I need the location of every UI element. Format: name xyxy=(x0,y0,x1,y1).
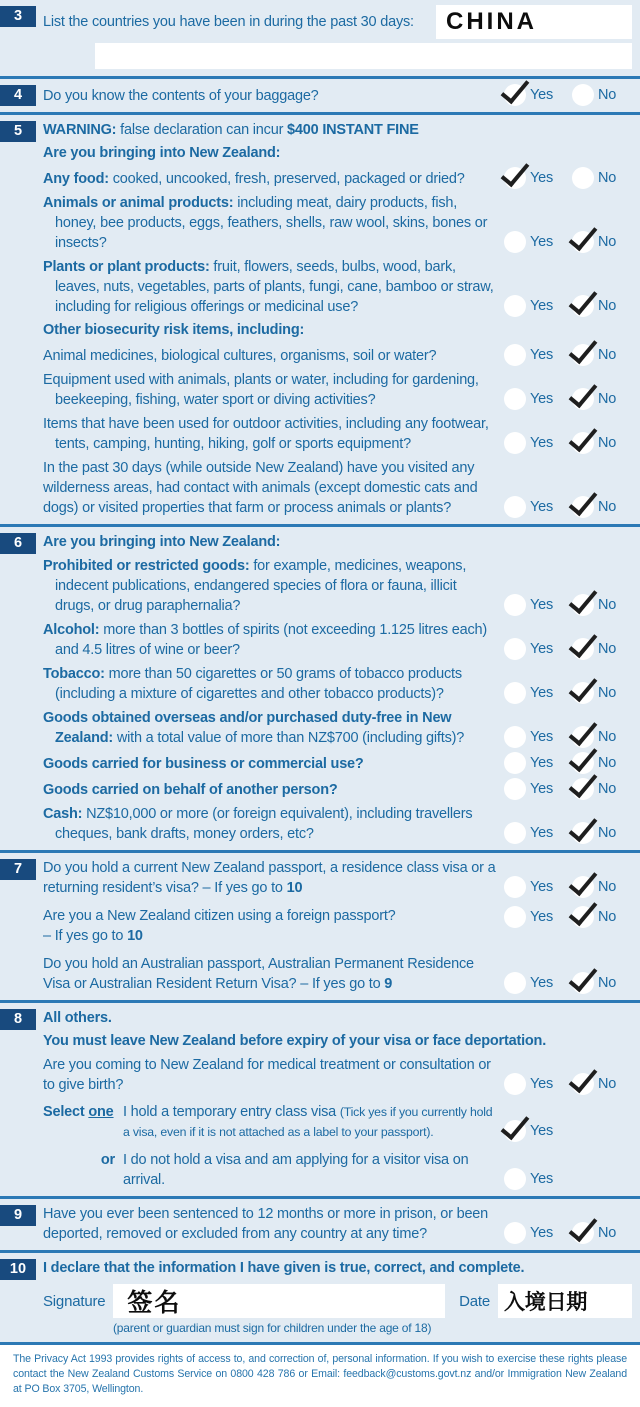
no-option[interactable] xyxy=(572,344,630,366)
yes-label: Yes xyxy=(530,879,554,895)
question-text: Have you ever been sentenced to 12 months or more in prison, or been deported, removed or excluded from any country at any time? xyxy=(43,1206,489,1242)
yes-option[interactable] xyxy=(504,1168,562,1190)
checkbox-yes[interactable] xyxy=(504,638,526,660)
yes-label: Yes xyxy=(530,391,554,407)
section-number-badge: 4 xyxy=(0,85,36,106)
yes-no-answer xyxy=(504,594,632,616)
question-text: Any food: cooked, uncooked, fresh, preserved, packaged or dried? xyxy=(43,171,465,187)
question-text: Select one I hold a temporary entry class visa (Tick yes if you currently hold a visa, even if it is not attached as a label to your passport). xyxy=(43,1102,504,1142)
yes-label: Yes xyxy=(530,435,554,451)
checkbox-no[interactable] xyxy=(572,778,594,800)
yes-option[interactable] xyxy=(504,594,562,616)
question-text: Do you hold a current New Zealand passport, a residence class visa or a returning resident’s visa? – If yes go to 10 xyxy=(43,860,496,896)
question-text: Goods carried on behalf of another person? xyxy=(43,782,338,798)
privacy-footer: The Privacy Act 1993 provides rights of access to, and correction of, personal information. If you wish to exercise these rights please contact the New Zealand Customs Service on 0800 428 786 or Email: feedback@customs.govt.nz and/or Immigration New Zealand at PO Box 3705, Wellington. xyxy=(0,1342,640,1407)
no-option[interactable] xyxy=(572,822,630,844)
no-option[interactable] xyxy=(572,752,630,774)
yes-no-answer xyxy=(504,388,632,410)
question-item xyxy=(43,752,632,774)
no-option[interactable] xyxy=(572,778,630,800)
yes-no-answer xyxy=(504,496,632,518)
no-label: No xyxy=(598,975,617,991)
checkbox-no[interactable] xyxy=(572,638,594,660)
checkbox-yes[interactable] xyxy=(504,388,526,410)
question-text: In the past 30 days (while outside New Zealand) have you visited any wilderness areas, had contact with animals (except domestic cats and dogs) or visited properties that farm or process animals or plants? xyxy=(43,460,478,516)
yes-no-answer xyxy=(504,167,632,189)
question-text: Are you coming to New Zealand for medical treatment or consultation or to give birth? xyxy=(43,1057,491,1093)
checkbox-no[interactable] xyxy=(572,167,594,189)
question-text: Cash: NZ$10,000 or more (or foreign equivalent), including travellers cheques, bank drafts, money orders, etc? xyxy=(43,806,473,842)
question-item xyxy=(43,708,632,748)
yes-no-answer xyxy=(504,726,632,748)
no-option[interactable] xyxy=(572,496,630,518)
signature-input[interactable]: 签名 xyxy=(113,1284,445,1318)
yes-no-answer xyxy=(504,1073,632,1095)
no-label: No xyxy=(598,685,617,701)
question-item xyxy=(43,1150,632,1190)
no-option[interactable] xyxy=(572,972,630,994)
yes-label: Yes xyxy=(530,1171,554,1187)
no-label: No xyxy=(598,879,617,895)
checkbox-yes[interactable] xyxy=(504,344,526,366)
no-label: No xyxy=(598,909,617,925)
yes-option[interactable] xyxy=(504,972,562,994)
yes-option[interactable] xyxy=(504,1120,562,1142)
checkbox-no[interactable] xyxy=(572,594,594,616)
checkbox-yes[interactable] xyxy=(504,432,526,454)
yes-no-answer xyxy=(504,778,632,800)
yes-no-answer xyxy=(504,638,632,660)
question-item xyxy=(43,620,632,660)
countries-question-text: List the countries you have been in during the past 30 days: xyxy=(43,13,414,30)
yes-option[interactable] xyxy=(504,496,562,518)
date-label: Date xyxy=(459,1292,490,1310)
checkbox-yes[interactable] xyxy=(504,1222,526,1244)
yes-option[interactable] xyxy=(504,1222,562,1244)
yes-label: Yes xyxy=(530,234,554,250)
checkbox-yes[interactable] xyxy=(504,1073,526,1095)
checkbox-no[interactable] xyxy=(572,876,594,898)
checkbox-yes[interactable] xyxy=(504,822,526,844)
section-heading: Are you bringing into New Zealand: xyxy=(43,534,281,550)
checkbox-no[interactable] xyxy=(572,84,594,106)
section-number-badge: 10 xyxy=(0,1259,36,1280)
yes-no-answer xyxy=(504,972,632,994)
no-label: No xyxy=(598,435,617,451)
yes-label: Yes xyxy=(530,1225,554,1241)
no-label: No xyxy=(598,234,617,250)
no-label: No xyxy=(598,298,617,314)
date-input[interactable]: 入境日期 xyxy=(498,1284,632,1318)
yes-label: Yes xyxy=(530,87,554,103)
countries-input-extra[interactable] xyxy=(95,43,632,69)
question-item xyxy=(43,458,632,518)
question-item xyxy=(43,778,632,800)
checkbox-no[interactable] xyxy=(572,388,594,410)
question-text: Are you a New Zealand citizen using a foreign passport? – If yes go to 10 xyxy=(43,908,396,944)
question-text: Tobacco: more than 50 cigarettes or 50 grams of tobacco products (including a mixture of cigarettes and other tobacco products)? xyxy=(43,666,462,702)
checkbox-yes[interactable] xyxy=(504,906,526,928)
question-item xyxy=(43,1055,632,1095)
countries-input[interactable]: CHINA xyxy=(436,5,632,39)
signature-label: Signature xyxy=(43,1292,106,1310)
yes-option[interactable] xyxy=(504,906,562,928)
yes-option[interactable] xyxy=(504,876,562,898)
section-number-badge: 9 xyxy=(0,1205,36,1226)
question-item xyxy=(43,370,632,410)
checkbox-yes[interactable] xyxy=(504,778,526,800)
yes-label: Yes xyxy=(530,729,554,745)
yes-label: Yes xyxy=(530,755,554,771)
checkbox-yes[interactable] xyxy=(504,1120,526,1142)
yes-option[interactable] xyxy=(504,726,562,748)
select-one-label: Select one xyxy=(43,1104,114,1120)
no-label: No xyxy=(598,391,617,407)
checkbox-yes[interactable] xyxy=(504,1168,526,1190)
no-option[interactable] xyxy=(572,295,630,317)
question-text: Items that have been used for outdoor activities, including any footwear, tents, camping, hunting, hiking, golf or sports equipment? xyxy=(43,416,489,452)
question-item xyxy=(43,664,632,704)
question-text: Do you know the contents of your baggage? xyxy=(43,88,319,104)
section-number-badge: 5 xyxy=(0,121,36,142)
checkbox-no[interactable] xyxy=(572,496,594,518)
no-option[interactable] xyxy=(572,84,630,106)
checkbox-no[interactable] xyxy=(572,295,594,317)
declaration-text: I declare that the information I have given is true, correct, and complete. xyxy=(43,1260,525,1276)
no-label: No xyxy=(598,825,617,841)
yes-label: Yes xyxy=(530,685,554,701)
yes-no-answer xyxy=(504,752,632,774)
yes-no-answer xyxy=(504,1222,632,1244)
checkbox-yes[interactable] xyxy=(504,972,526,994)
yes-option[interactable] xyxy=(504,752,562,774)
no-option[interactable] xyxy=(572,726,630,748)
yes-no-answer xyxy=(504,344,632,366)
checkbox-no[interactable] xyxy=(572,231,594,253)
guardian-note: (parent or guardian must sign for children under the age of 18) xyxy=(113,1321,432,1335)
question-item xyxy=(43,257,632,317)
checkbox-no[interactable] xyxy=(572,906,594,928)
yes-label: Yes xyxy=(530,597,554,613)
checkbox-yes[interactable] xyxy=(504,84,526,106)
no-option[interactable] xyxy=(572,167,630,189)
checkbox-yes[interactable] xyxy=(504,682,526,704)
question-text: Do you hold an Australian passport, Australian Permanent Residence Visa or Australian Resident Return Visa? – If yes go to 9 xyxy=(43,956,474,992)
section-number-badge: 7 xyxy=(0,859,36,880)
no-option[interactable] xyxy=(572,906,630,928)
yes-no-answer xyxy=(504,876,632,898)
no-label: No xyxy=(598,641,617,657)
or-label: or xyxy=(100,1152,115,1168)
checkbox-yes[interactable] xyxy=(504,231,526,253)
checkbox-no[interactable] xyxy=(572,822,594,844)
question-text: Alcohol: more than 3 bottles of spirits (not exceeding 1.125 litres each) and 4.5 litres of wine or beer? xyxy=(43,622,487,658)
yes-no-answer xyxy=(504,84,632,106)
question-item xyxy=(43,1102,632,1142)
question-text: Prohibited or restricted goods: for example, medicines, weapons, indecent publications, endangered species of flora or fauna, illicit drugs, or drug paraphernalia? xyxy=(43,558,467,614)
section-number-badge: 3 xyxy=(0,6,36,27)
yes-option[interactable] xyxy=(504,432,562,454)
question-text: Animal medicines, biological cultures, organisms, soil or water? xyxy=(43,348,437,364)
checkbox-no[interactable] xyxy=(572,344,594,366)
no-label: No xyxy=(598,87,617,103)
yes-option[interactable] xyxy=(504,344,562,366)
question-item xyxy=(43,414,632,454)
yes-label: Yes xyxy=(530,975,554,991)
yes-no-answer xyxy=(504,682,632,704)
yes-option[interactable] xyxy=(504,1073,562,1095)
checkbox-no[interactable] xyxy=(572,1073,594,1095)
yes-only-answer xyxy=(504,1120,632,1142)
yes-label: Yes xyxy=(530,499,554,515)
question-item xyxy=(43,804,632,844)
checkbox-yes[interactable] xyxy=(504,295,526,317)
checkbox-yes[interactable] xyxy=(504,726,526,748)
question-text: or I do not hold a visa and am applying for a visitor visa on arrival. xyxy=(43,1150,504,1190)
no-option[interactable] xyxy=(572,432,630,454)
no-label: No xyxy=(598,781,617,797)
section-number-badge: 6 xyxy=(0,533,36,554)
yes-option[interactable] xyxy=(504,822,562,844)
yes-label: Yes xyxy=(530,170,554,186)
section-number-badge: 8 xyxy=(0,1009,36,1030)
yes-option[interactable] xyxy=(504,682,562,704)
section-3-countries xyxy=(0,0,640,76)
question-item xyxy=(43,84,632,106)
yes-option[interactable] xyxy=(504,778,562,800)
no-label: No xyxy=(598,347,617,363)
yes-option[interactable] xyxy=(504,638,562,660)
section-9-character xyxy=(0,1199,640,1250)
no-label: No xyxy=(598,597,617,613)
checkbox-no[interactable] xyxy=(572,682,594,704)
question-item xyxy=(43,193,632,253)
no-option[interactable] xyxy=(572,1073,630,1095)
no-label: No xyxy=(598,499,617,515)
yes-no-answer xyxy=(504,295,632,317)
section-5-biosecurity xyxy=(0,115,640,524)
no-option[interactable] xyxy=(572,1222,630,1244)
yes-option[interactable] xyxy=(504,388,562,410)
question-item xyxy=(43,906,632,946)
yes-label: Yes xyxy=(530,1076,554,1092)
section-8-visa xyxy=(0,1003,640,1196)
question-item xyxy=(43,167,632,189)
no-option[interactable] xyxy=(572,876,630,898)
no-option[interactable] xyxy=(572,638,630,660)
section-heading: Are you bringing into New Zealand: xyxy=(43,145,281,161)
question-text: Equipment used with animals, plants or water, including for gardening, beekeeping, fishing, water sport or diving activities? xyxy=(43,372,479,408)
question-text: Animals or animal products: including meat, dairy products, fish, honey, bee products, eggs, feathers, shells, raw wool, skins, bones or insects? xyxy=(43,195,488,251)
question-item xyxy=(43,556,632,616)
yes-option[interactable] xyxy=(504,231,562,253)
question-text: Plants or plant products: fruit, flowers, seeds, bulbs, wood, bark, leaves, nuts, vegetables, parts of plants, fungi, cane, bamboo or straw, including for religious offerings or medicinal use? xyxy=(43,259,494,315)
yes-no-answer xyxy=(504,906,632,928)
no-option[interactable] xyxy=(572,388,630,410)
checkbox-no[interactable] xyxy=(572,432,594,454)
checkbox-yes[interactable] xyxy=(504,594,526,616)
section-7-passport xyxy=(0,853,640,1000)
checkbox-no[interactable] xyxy=(572,1222,594,1244)
yes-no-answer xyxy=(504,231,632,253)
yes-label: Yes xyxy=(530,1123,554,1139)
no-option[interactable] xyxy=(572,231,630,253)
yes-option[interactable] xyxy=(504,295,562,317)
checkbox-yes[interactable] xyxy=(504,876,526,898)
no-label: No xyxy=(598,729,617,745)
section-heading: All others. xyxy=(43,1010,112,1026)
no-option[interactable] xyxy=(572,682,630,704)
question-text: Goods obtained overseas and/or purchased duty-free in New Zealand: with a total value of more than NZ$700 (including gifts)? xyxy=(43,710,465,746)
question-item xyxy=(43,858,632,898)
question-item xyxy=(43,344,632,366)
section-subheading: You must leave New Zealand before expiry of your visa or face deportation. xyxy=(43,1033,547,1049)
question-text: Goods carried for business or commercial use? xyxy=(43,756,364,772)
yes-no-answer xyxy=(504,822,632,844)
no-label: No xyxy=(598,1225,617,1241)
question-item xyxy=(43,954,632,994)
no-label: No xyxy=(598,170,617,186)
yes-label: Yes xyxy=(530,641,554,657)
section-10-declaration xyxy=(0,1253,640,1342)
yes-option[interactable] xyxy=(504,84,562,106)
yes-label: Yes xyxy=(530,825,554,841)
yes-label: Yes xyxy=(530,347,554,363)
checkbox-no[interactable] xyxy=(572,972,594,994)
section-4-baggage xyxy=(0,79,640,112)
yes-option[interactable] xyxy=(504,167,562,189)
yes-only-answer xyxy=(504,1168,632,1190)
section-6-customs xyxy=(0,527,640,850)
no-option[interactable] xyxy=(572,594,630,616)
yes-label: Yes xyxy=(530,909,554,925)
no-label: No xyxy=(598,755,617,771)
yes-no-answer xyxy=(504,432,632,454)
yes-label: Yes xyxy=(530,781,554,797)
checkbox-yes[interactable] xyxy=(504,752,526,774)
warning-text: WARNING: false declaration can incur $400 INSTANT FINE xyxy=(43,122,419,138)
subsection-heading: Other biosecurity risk items, including: xyxy=(43,322,305,338)
question-item xyxy=(43,1204,632,1244)
yes-label: Yes xyxy=(530,298,554,314)
checkbox-yes[interactable] xyxy=(504,167,526,189)
no-label: No xyxy=(598,1076,617,1092)
checkbox-yes[interactable] xyxy=(504,496,526,518)
